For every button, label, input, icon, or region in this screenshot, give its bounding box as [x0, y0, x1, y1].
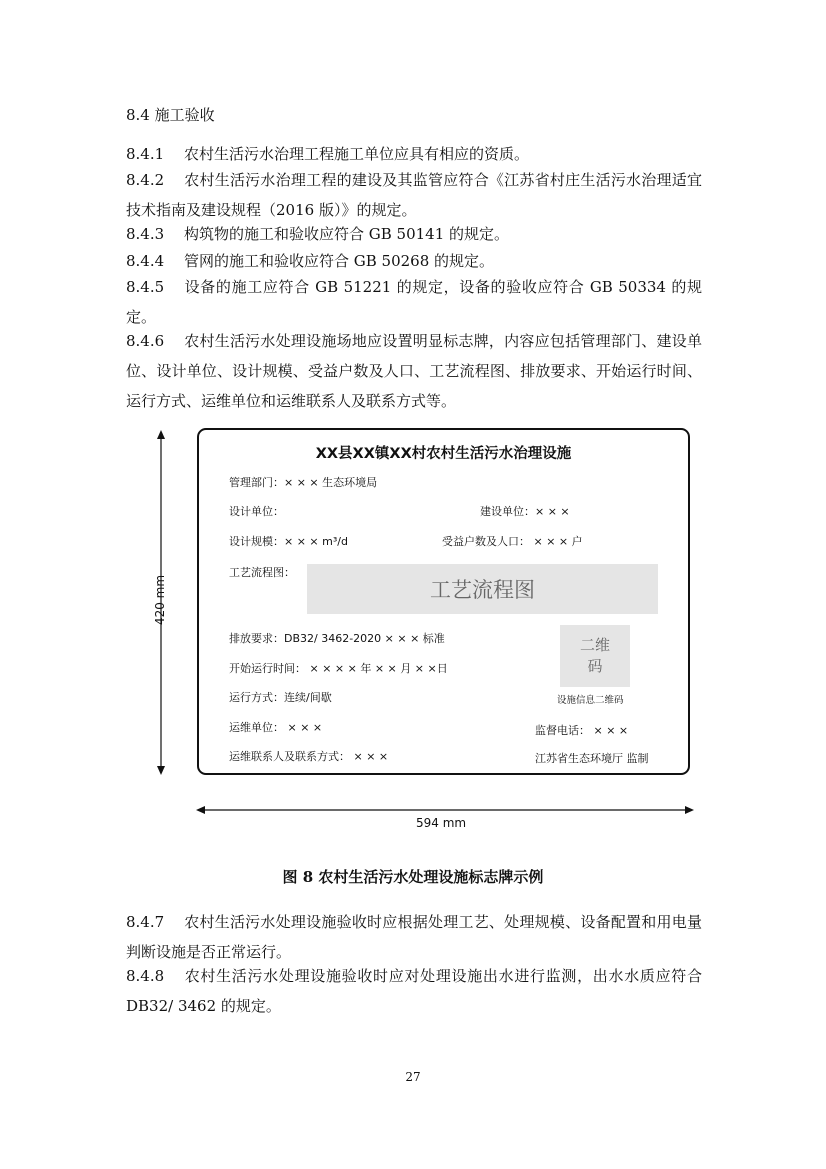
field-management-dept: 管理部门：× × × 生态环境局	[229, 476, 378, 489]
field-start-time: 开始运行时间： × × × × 年 × × 月 × ×日	[229, 662, 448, 675]
clause-text: 农村生活污水处理设施验收时应根据处理工艺、处理规模、设备配置和用电量判断设施是否正常运行。	[126, 913, 702, 961]
clause-8-4-3	[126, 219, 702, 249]
clause-text: 农村生活污水处理设施验收时应对处理设施出水进行监测，出水水质应符合 DB32/ 3462 的规定。	[126, 967, 702, 1015]
clause-number: 8.4.7	[126, 913, 165, 931]
qr-code-label: 设施信息二维码	[557, 695, 624, 706]
clause-text: 构筑物的施工和验收应符合 GB 50141 的规定。	[184, 225, 510, 243]
clause-text: 农村生活污水治理工程施工单位应具有相应的资质。	[184, 145, 530, 163]
clause-number: 8.4.8	[126, 967, 165, 985]
sign-title: XX县XX镇XX村农村生活污水治理设施	[315, 446, 572, 462]
clause-8-4-8	[126, 961, 702, 1021]
clause-number: 8.4.1	[126, 145, 165, 163]
clause-number: 8.4.2	[126, 171, 165, 189]
field-operation-mode: 运行方式：连续/间歇	[229, 691, 332, 704]
field-design-unit: 设计单位：	[229, 505, 284, 518]
clause-text: 管网的施工和验收应符合 GB 50268 的规定。	[184, 252, 495, 270]
process-diagram-placeholder: 工艺流程图	[307, 564, 658, 614]
clause-8-4-5	[126, 272, 702, 332]
clause-number: 8.4.5	[126, 278, 165, 296]
clause-8-4-2	[126, 165, 702, 225]
section-title: 8.4 施工验收	[126, 106, 215, 124]
clause-text: 农村生活污水处理设施场地应设置明显标志牌，内容应包括管理部门、建设单位、设计单位、设计规模、受益户数及人口、工艺流程图、排放要求、开始运行时间、运行方式、运维单位和运维联系人及联系方式等。	[126, 332, 702, 410]
qr-placeholder-line2: 码	[587, 657, 603, 675]
height-dimension-label: 420 mm	[153, 574, 167, 626]
clause-number: 8.4.6	[126, 332, 165, 350]
page-number: 27	[405, 1070, 421, 1084]
clause-text: 设备的施工应符合 GB 51221 的规定，设备的验收应符合 GB 50334 的规定。	[126, 278, 702, 326]
qr-code-placeholder	[560, 625, 630, 687]
field-om-unit: 运维单位： × × ×	[229, 721, 323, 734]
facility-sign	[197, 428, 690, 775]
field-supervisor: 江苏省生态环境厅 监制	[535, 752, 649, 765]
clause-8-4-7	[126, 907, 702, 967]
figure-caption: 图 8 农村生活污水处理设施标志牌示例	[282, 868, 544, 886]
clause-text: 农村生活污水治理工程的建设及其监管应符合《江苏省村庄生活污水治理适宜技术指南及建设规程（2016 版）》的规定。	[126, 171, 702, 219]
field-discharge: 排放要求：DB32/ 3462-2020 × × × 标准	[229, 632, 445, 645]
qr-placeholder-line1: 二维	[579, 636, 610, 654]
width-dimension-arrow	[196, 806, 694, 814]
field-design-scale: 设计规模：× × × m³/d	[229, 535, 348, 548]
clause-8-4-6	[126, 326, 702, 416]
clause-number: 8.4.4	[126, 252, 165, 270]
field-om-contact: 运维联系人及联系方式： × × ×	[229, 750, 389, 763]
clause-number: 8.4.3	[126, 225, 165, 243]
width-dimension-label: 594 mm	[416, 816, 467, 830]
field-supervision-phone: 监督电话： × × ×	[535, 724, 629, 737]
field-construction-unit: 建设单位：× × ×	[480, 505, 570, 518]
field-process-label: 工艺流程图：	[229, 566, 295, 579]
field-beneficiaries: 受益户数及人口： × × × 户	[442, 535, 583, 548]
